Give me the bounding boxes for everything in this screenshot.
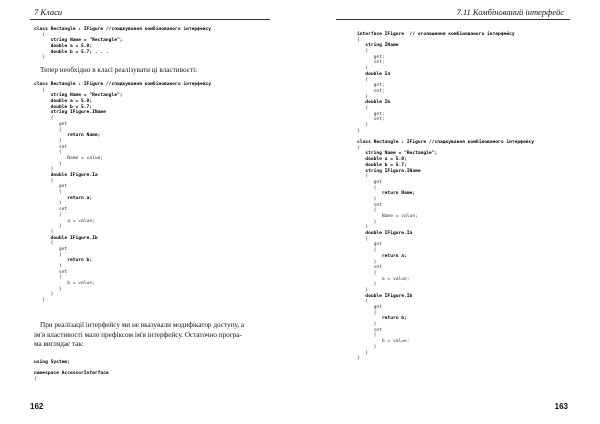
code-line: {: [357, 77, 369, 83]
running-header: 7.11 Комбінований інтерфейс: [456, 7, 564, 17]
code-line: {: [357, 248, 377, 254]
code-line: }: [357, 322, 377, 328]
header-rule: [30, 19, 270, 20]
code-block-rectangle-full: [34, 82, 211, 304]
code-line: double IFigure.Ib: [357, 293, 413, 299]
code-line: }: [357, 344, 377, 350]
code-line: {: [357, 299, 369, 305]
code-block-interface-and-class: [357, 32, 534, 362]
code-line: set: [34, 207, 68, 213]
code-line: get;: [357, 54, 385, 60]
code-line: {: [357, 49, 369, 55]
paragraph-line: ма виглядає так:: [34, 340, 84, 349]
code-line: double Ia: [357, 71, 391, 77]
code-block-program-start: [34, 360, 109, 383]
code-line: }: [34, 138, 62, 144]
code-line: {: [357, 208, 377, 214]
code-line: {: [357, 145, 360, 151]
code-line: {: [34, 87, 46, 93]
code-line: return a;: [34, 195, 93, 201]
code-line: {: [34, 116, 54, 122]
code-line: }: [357, 196, 377, 202]
code-line: get: [357, 179, 382, 185]
code-line: }: [34, 286, 62, 292]
code-line: return a;: [357, 253, 407, 259]
code-line: }: [357, 94, 369, 100]
code-line: {: [34, 32, 46, 38]
code-line: return b;: [357, 316, 407, 322]
code-line: set: [34, 144, 68, 150]
header-rule: [336, 19, 570, 20]
code-line: {: [34, 252, 62, 258]
code-line: {: [34, 275, 62, 281]
code-line: double b = 5.7;: [357, 162, 407, 168]
code-line: }: [357, 287, 369, 293]
code-line: double IFigure.Ia: [34, 173, 98, 178]
code-line: interface IFigure // оголошення комбінованого інтерфейсу: [357, 32, 515, 37]
code-line: get: [34, 121, 68, 127]
code-line: string Name = "Rectangle";: [34, 38, 123, 44]
code-line: }: [34, 55, 46, 61]
code-line: get;: [357, 83, 385, 89]
code-line: class Rectangle : IFigure //спадкування комбінованого інтерфейсу: [34, 82, 212, 87]
paragraph-explanation: [34, 321, 274, 350]
code-line: get: [34, 184, 68, 190]
code-line: {: [357, 333, 377, 339]
code-line: {: [357, 105, 369, 111]
code-line: set;: [357, 60, 385, 66]
code-line: using System;: [34, 360, 70, 365]
code-line: }: [357, 123, 369, 128]
code-line: set;: [357, 88, 385, 94]
code-line: }: [34, 229, 54, 235]
code-line: }: [357, 219, 377, 225]
code-line: }: [357, 356, 360, 362]
code-line: set: [357, 265, 382, 271]
code-line: a = value;: [34, 218, 95, 224]
code-line: double b = 5.7;: [34, 104, 93, 110]
code-line: {: [357, 37, 360, 43]
code-line: }: [34, 264, 62, 269]
running-header: 7 Класи: [34, 7, 63, 17]
code-line: return Name;: [357, 191, 416, 197]
code-line: double IFigure.Ib: [34, 235, 98, 241]
code-line: get: [357, 242, 382, 248]
code-line: double b = 5.7; . . .: [34, 49, 109, 55]
code-line: {: [34, 150, 62, 156]
code-line: string IFigure.IName: [34, 110, 106, 116]
code-line: {: [357, 310, 377, 316]
code-line: string Name = "Rectangle";: [357, 151, 438, 157]
code-line: double IFigure.Ia: [357, 231, 413, 237]
code-line: return Name;: [34, 133, 101, 139]
code-line: get;: [357, 111, 385, 117]
code-line: get: [34, 246, 68, 252]
code-line: namespace AccessorInterface: [34, 371, 109, 377]
code-line: {: [357, 270, 377, 276]
code-line: }: [34, 201, 62, 207]
code-line: }: [357, 225, 369, 231]
page-number: 163: [554, 402, 568, 411]
code-line: {: [34, 190, 62, 196]
code-line: b = value;: [34, 281, 95, 287]
code-line: {: [34, 127, 62, 133]
code-line: }: [357, 282, 377, 288]
code-line: Name = value;: [34, 155, 104, 161]
code-line: {: [34, 377, 37, 383]
code-line: double a = 5.0;: [34, 99, 93, 105]
code-line: set: [357, 327, 382, 333]
code-line: }: [357, 259, 377, 265]
code-line: }: [34, 161, 62, 167]
code-block-rectangle-short: [34, 27, 211, 61]
code-line: return b;: [34, 258, 93, 264]
code-line: Name = value;: [357, 214, 418, 219]
code-line: }: [34, 167, 54, 173]
code-line: double Ib: [357, 100, 391, 106]
page-number: 162: [30, 402, 44, 411]
code-line: {: [357, 174, 369, 180]
right-page: [300, 0, 600, 424]
code-line: }: [357, 128, 360, 134]
code-line: string IFigure.IName: [357, 168, 421, 174]
paragraph-line: ім'я властивості мало префіксом ім'я інтерфейсу. Остаточно програ-: [34, 330, 242, 339]
code-line: double a = 5.0;: [34, 44, 93, 50]
code-line: set;: [357, 117, 385, 123]
code-line: set: [34, 269, 68, 275]
code-line: {: [357, 185, 377, 191]
code-line: string Name = "Rectangle";: [34, 93, 123, 99]
code-line: set: [357, 202, 382, 208]
code-line: a = value;: [357, 276, 410, 282]
paragraph-intro: Тепер необхідно в класі реалізувати ці властивості:: [40, 66, 198, 74]
code-line: }: [34, 298, 46, 304]
code-line: }: [34, 224, 62, 230]
code-line: }: [357, 66, 369, 72]
code-line: double a = 5.0;: [357, 157, 407, 163]
code-line: get: [357, 305, 382, 310]
code-line: }: [34, 292, 54, 298]
code-line: class Rectangle : IFigure //спадкування комбінованого інтерфейсу: [357, 140, 535, 146]
code-line: b = value;: [357, 339, 410, 345]
code-line: {: [34, 212, 62, 218]
code-line: class Rectangle : IFigure //спадкування комбінованого інтерфейсу: [34, 27, 212, 32]
code-line: string IName: [357, 43, 399, 49]
code-line: }: [357, 350, 369, 356]
code-line: {: [34, 178, 54, 184]
code-line: {: [357, 236, 369, 242]
code-line: {: [34, 241, 54, 247]
paragraph-line: При реалізації інтерфейсу ми не вказували модифікатор доступу, а: [40, 321, 245, 329]
